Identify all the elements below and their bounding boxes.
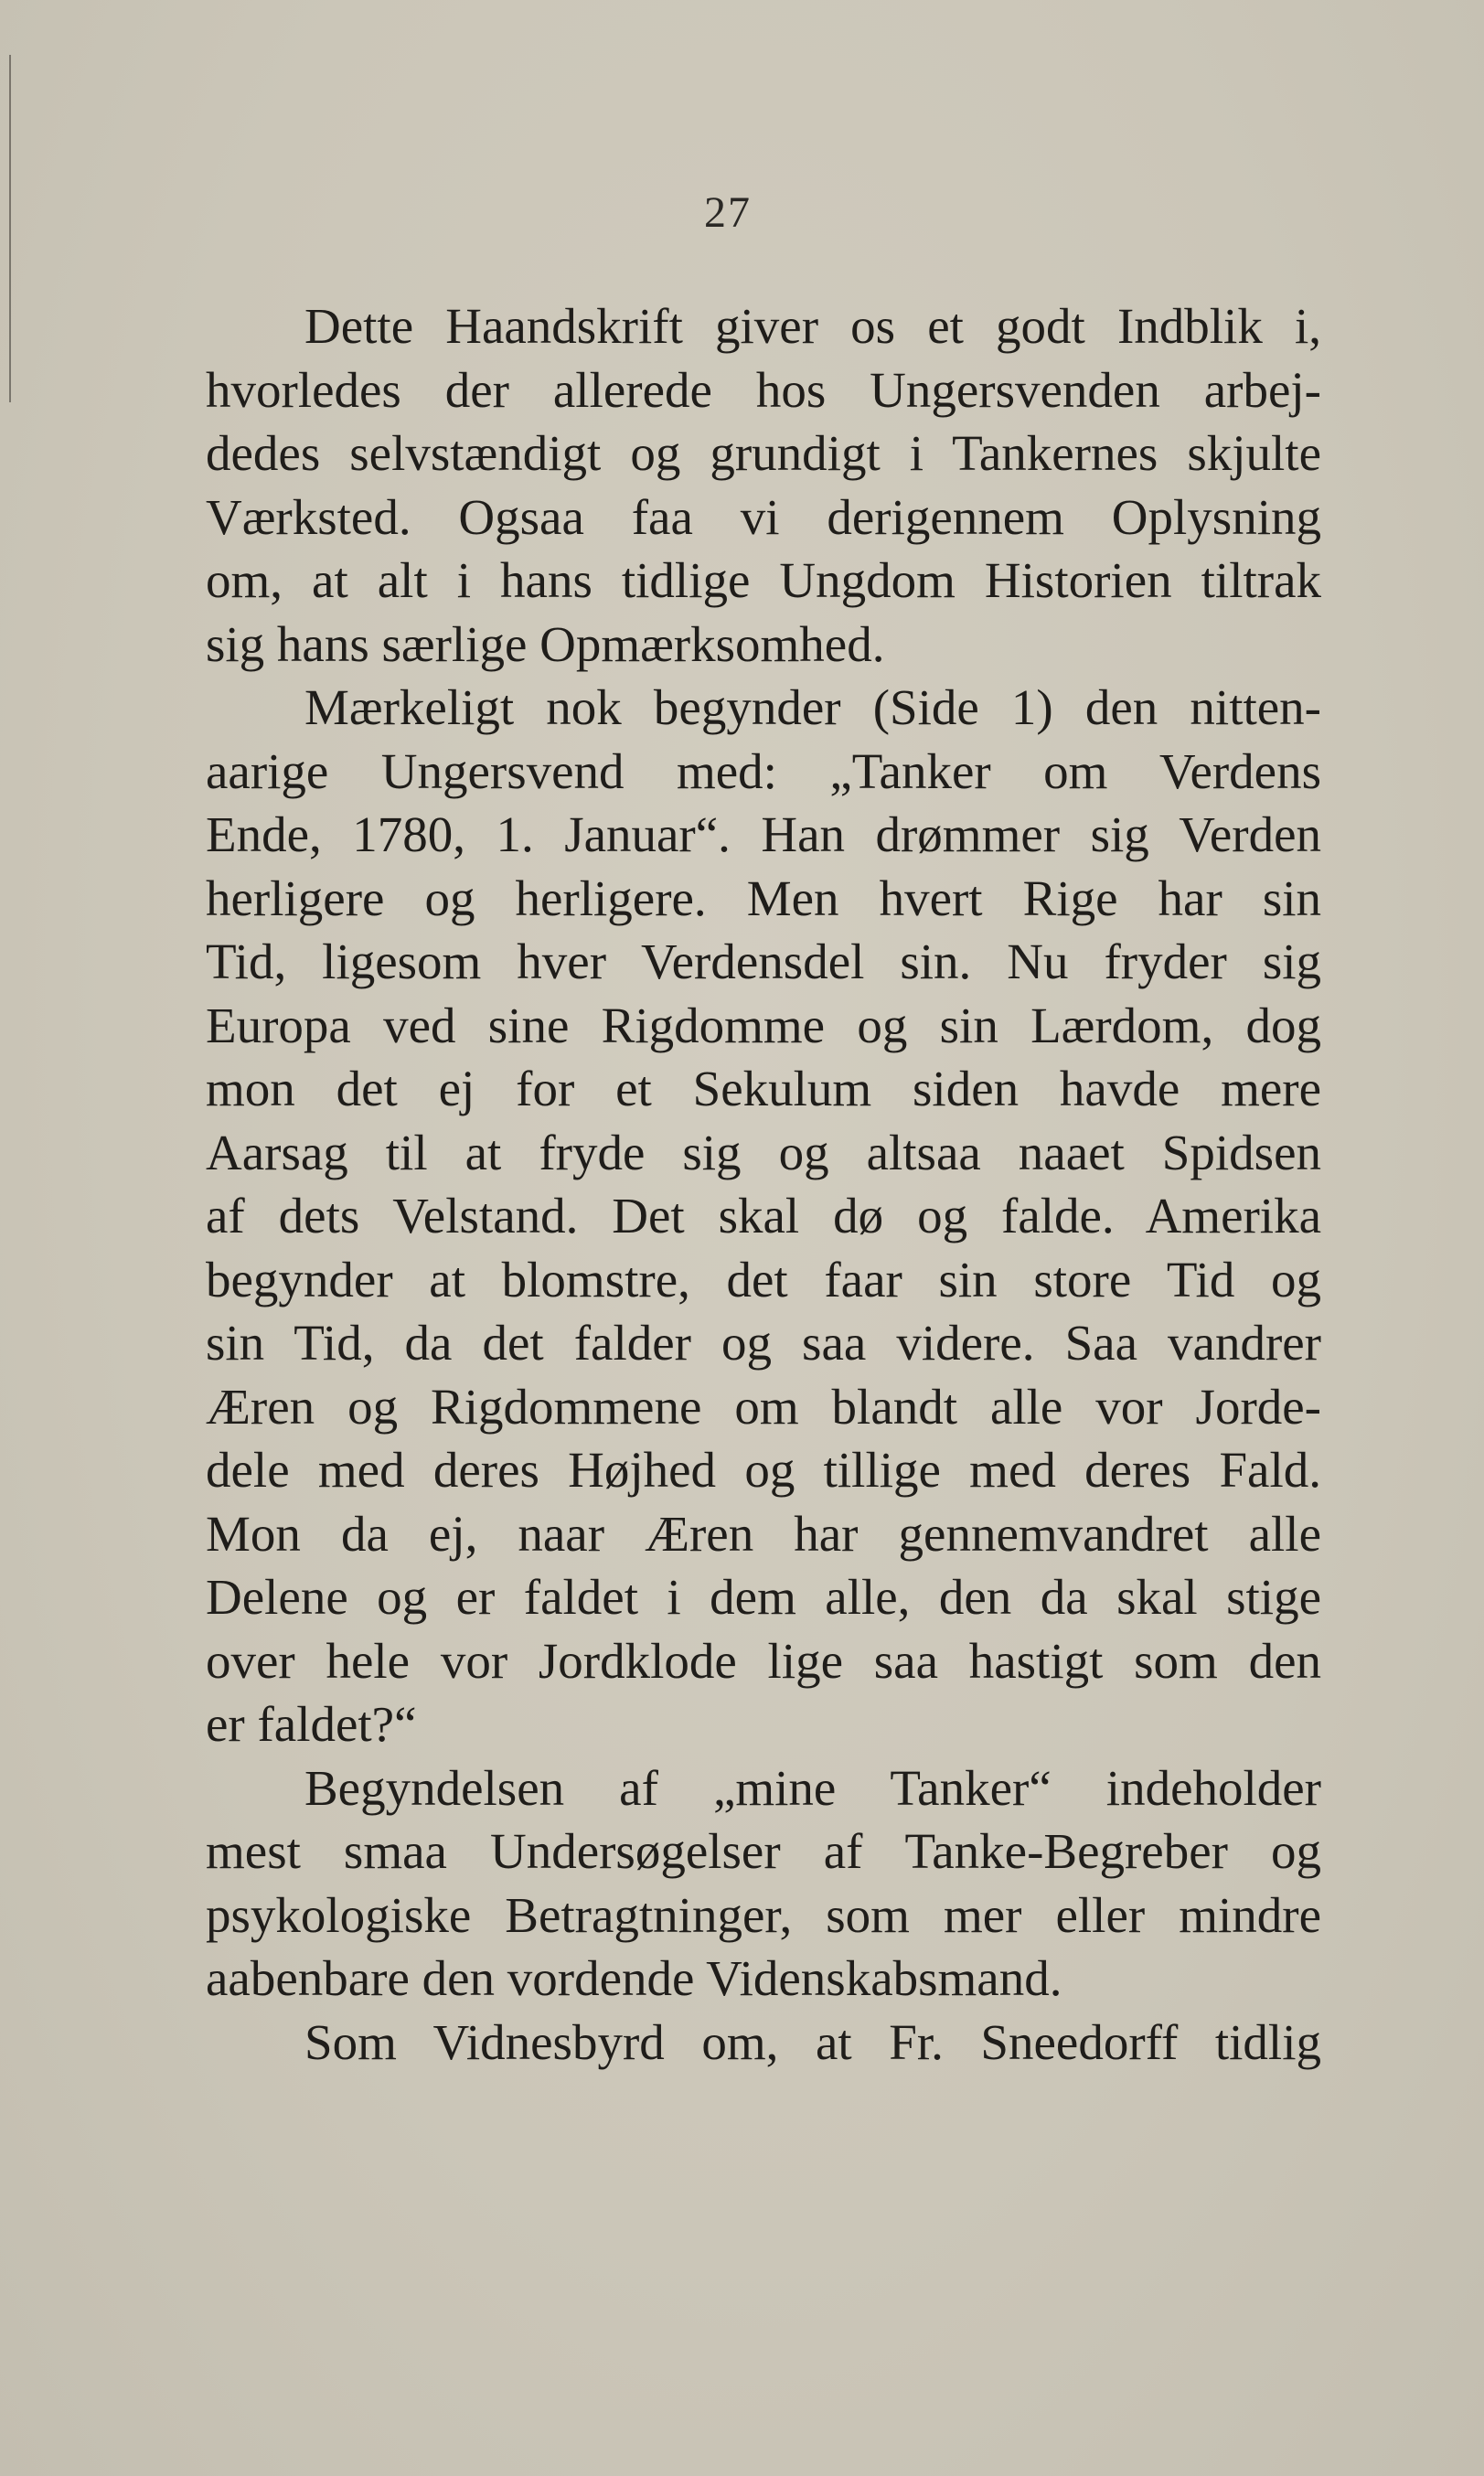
- text-line: Delene og er faldet i dem alle, den da skal stige: [206, 1569, 1321, 1625]
- text-line: psykologiske Betragtninger, som mer eller mindre: [206, 1886, 1321, 1943]
- text-line: dele med deres Højhed og tillige med deres Fald.: [206, 1442, 1321, 1498]
- text-line: aabenbare den vordende Videnskabsmand.: [206, 1950, 1062, 2006]
- text-line: dedes selvstændigt og grundigt i Tankernes skjulte: [206, 425, 1321, 481]
- text-line: Mærkeligt nok begynder (Side 1) den nitten-: [304, 679, 1321, 735]
- text-line: Aarsag til at fryde sig og altsaa naaet Spidsen: [206, 1124, 1321, 1180]
- text-line: mon det ej for et Sekulum siden havde mere: [206, 1061, 1321, 1116]
- page-edge-shadow: [9, 55, 11, 402]
- text-line: hvorledes der allerede hos Ungersvenden arbej-: [206, 361, 1321, 418]
- text-line: aarige Ungersvend med: „Tanker om Verdens: [206, 742, 1321, 799]
- body-text: [206, 294, 1321, 2074]
- text-line: om, at alt i hans tidlige Ungdom Historien tiltrak: [206, 552, 1321, 608]
- text-line: Æren og Rigdommene om blandt alle vor Jorde-: [206, 1378, 1321, 1435]
- text-line: Europa ved sine Rigdomme og sin Lærdom, dog: [206, 997, 1321, 1053]
- text-line: Tid, ligesom hver Verdensdel sin. Nu fryder sig: [206, 934, 1321, 989]
- text-line: herligere og herligere. Men hvert Rige har sin: [206, 870, 1321, 926]
- text-line: Dette Haandskrift giver os et godt Indblik i,: [304, 298, 1321, 354]
- text-line: af dets Velstand. Det skal dø og falde. Amerika: [206, 1188, 1321, 1243]
- text-line: Mon da ej, naar Æren har gennemvandret alle: [206, 1505, 1321, 1562]
- text-line: Ende, 1780, 1. Januar“. Han drømmer sig Verden: [206, 806, 1321, 862]
- text-line: sig hans særlige Opmærksomhed.: [206, 615, 885, 672]
- page-number: 27: [704, 188, 752, 237]
- text-line: over hele vor Jordklode lige saa hastigt som den: [206, 1632, 1321, 1689]
- text-line: er faldet?“: [206, 1696, 417, 1752]
- text-line: begynder at blomstre, det faar sin store Tid og: [206, 1251, 1321, 1307]
- text-line: mest smaa Undersøgelser af Tanke-Begreber og: [206, 1823, 1321, 1879]
- text-line: sin Tid, da det falder og saa videre. Saa vandrer: [206, 1315, 1321, 1371]
- text-line: Som Vidnesbyrd om, at Fr. Sneedorff tidlig: [304, 2013, 1321, 2070]
- text-line: Begyndelsen af „mine Tanker“ indeholder: [304, 1759, 1321, 1816]
- text-line: Værksted. Ogsaa faa vi derigennem Oplysning: [206, 488, 1321, 545]
